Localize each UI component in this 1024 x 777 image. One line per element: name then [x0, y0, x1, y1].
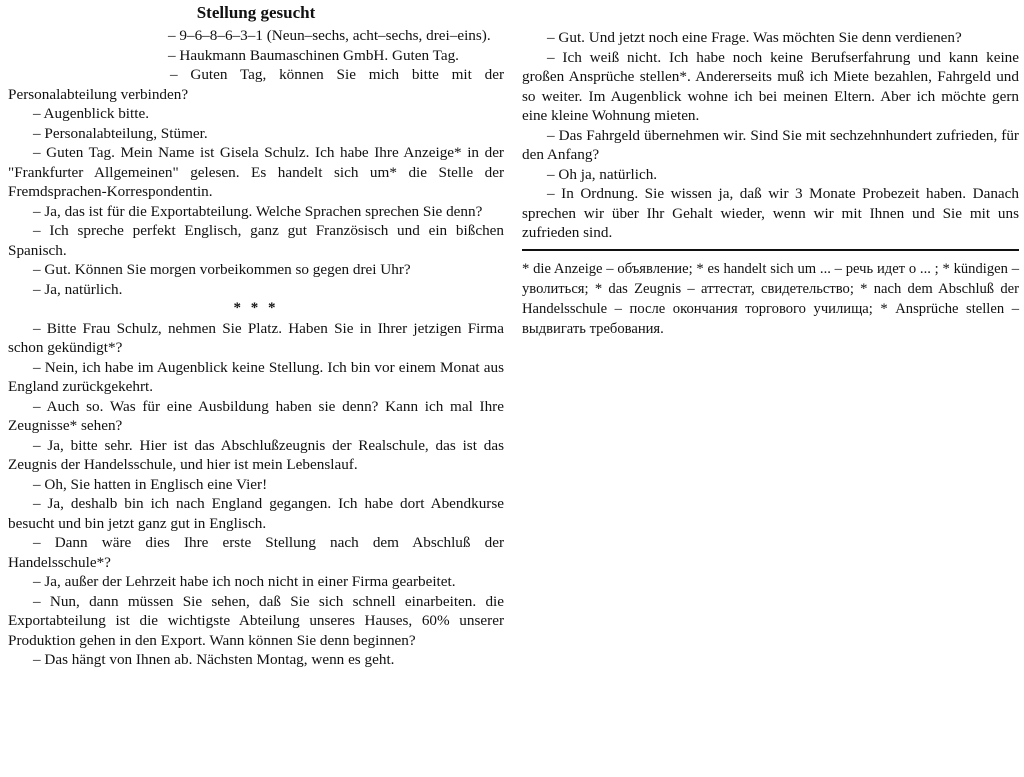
dialogue-line: – Ich spreche perfekt Englisch, ganz gut Französisch und ein bißchen Spanisch. [8, 222, 504, 259]
dialogue-line: – Auch so. Was für eine Ausbildung haben sie denn? Kann ich mal Ihre Zeugnisse* sehen? [8, 397, 504, 434]
left-column [8, 0, 504, 670]
dialogue-line: – Ja, natürlich. [33, 280, 123, 298]
page-title: Stellung gesucht [196, 3, 316, 22]
dialogue-line: – Dann wäre dies Ihre erste Stellung nach dem Abschluß der Handelsschule*? [8, 534, 504, 571]
dialogue-part-2 [8, 319, 504, 670]
dialogue-line: – Ich weiß nicht. Ich habe noch keine Berufserfahrung und kann keine großen Ansprüche stellen*. Andererseits muß ich Miete bezahlen, Fahrgeld und so weiter. Im Augenblick wohne ich bei meinen Eltern. Aber ich möchte gern eine kleine Wohnung mieten. [522, 48, 1019, 124]
dialogue-line: – Ja, außer der Lehrzeit habe ich noch nicht in einer Firma gearbeitet. [33, 573, 456, 590]
dialogue-line: – Gut. Können Sie morgen vorbeikommen so gegen drei Uhr? [33, 261, 411, 278]
dialogue-line: – Oh, Sie hatten in Englisch eine Vier! [33, 475, 268, 493]
dialogue-line: – Haukmann Baumaschinen GmbH. Guten Tag. [168, 46, 459, 64]
dialogue-line: – Das Fahrgeld übernehmen wir. Sind Sie mit sechzehnhundert zufrieden, für den Anfang? [522, 126, 1019, 163]
dialogue-line: – Gut. Und jetzt noch eine Frage. Was möchten Sie denn verdienen? [547, 29, 962, 46]
dialogue-part-3 [522, 28, 1019, 243]
dialogue-line: – Ja, deshalb bin ich nach England gegangen. Ich habe dort Abendkurse besucht und bin jetzt ganz gut in Englisch. [8, 495, 504, 532]
dialogue-line: – Guten Tag. Mein Name ist Gisela Schulz. Ich habe Ihre Anzeige* in der "Frankfurter Allgemeinen" gelesen. Es handelt sich um* die Stelle der Fremdsprachen-Korrespondentin. [8, 144, 504, 200]
dialogue-line: – Ja, das ist für die Exportabteilung. Welche Sprachen sprechen Sie denn? [33, 202, 483, 220]
dialogue-line: – In Ordnung. Sie wissen ja, daß wir 3 Monate Probezeit haben. Danach sprechen wir über Ihr Gehalt wieder, wenn wir mit Ihnen und Sie mit uns zufrieden sind. [522, 185, 1019, 241]
footnotes: * die Anzeige – объявление; * es handelt sich um ... – речь идет о ... ; * kündigen – уволиться; * das Zeugnis – аттестат, свидетельство; * nach dem Abschluß der Handelsschule – после окончания торгового училища; * Ansprüche stellen – выдвигать требования. [522, 260, 1019, 337]
dialogue-part-1 [8, 26, 504, 299]
dialogue-line: – Ja, bitte sehr. Hier ist das Abschlußzeugnis der Realschule, das ist das Zeugnis der Handelsschule, und hier ist mein Lebenslauf. [8, 436, 504, 473]
dialogue-line: – Bitte Frau Schulz, nehmen Sie Platz. Haben Sie in Ihrer jetzigen Firma schon gekündigt*? [8, 319, 504, 356]
dialogue-line: – Nun, dann müssen Sie sehen, daß Sie sich schnell einarbeiten. die Exportabteilung ist die wichtigste Abteilung unseres Hauses, 60% unserer Produktion gehen in den Export. Wann können Sie denn beginnen? [8, 592, 504, 649]
dialogue-line: – Das hängt von Ihnen ab. Nächsten Montag, wenn es geht. [33, 651, 395, 668]
dialogue-line: – 9–6–8–6–3–1 (Neun–sechs, acht–sechs, drei–eins). [168, 27, 491, 44]
dialogue-line: – Guten Tag, können Sie mich bitte mit der Personalabteilung verbinden? [8, 66, 504, 103]
footnote-divider [522, 249, 1019, 251]
right-column [522, 0, 1019, 339]
dialogue-line: – Personalabteilung, Stümer. [33, 124, 208, 142]
dialogue-line: – Nein, ich habe im Augenblick keine Stellung. Ich bin vor einem Monat aus England zurückgekehrt. [8, 358, 504, 395]
dialogue-line: – Oh ja, natürlich. [547, 165, 658, 183]
dialogue-line: – Augenblick bitte. [33, 105, 149, 122]
section-separator: * * * [233, 300, 279, 316]
